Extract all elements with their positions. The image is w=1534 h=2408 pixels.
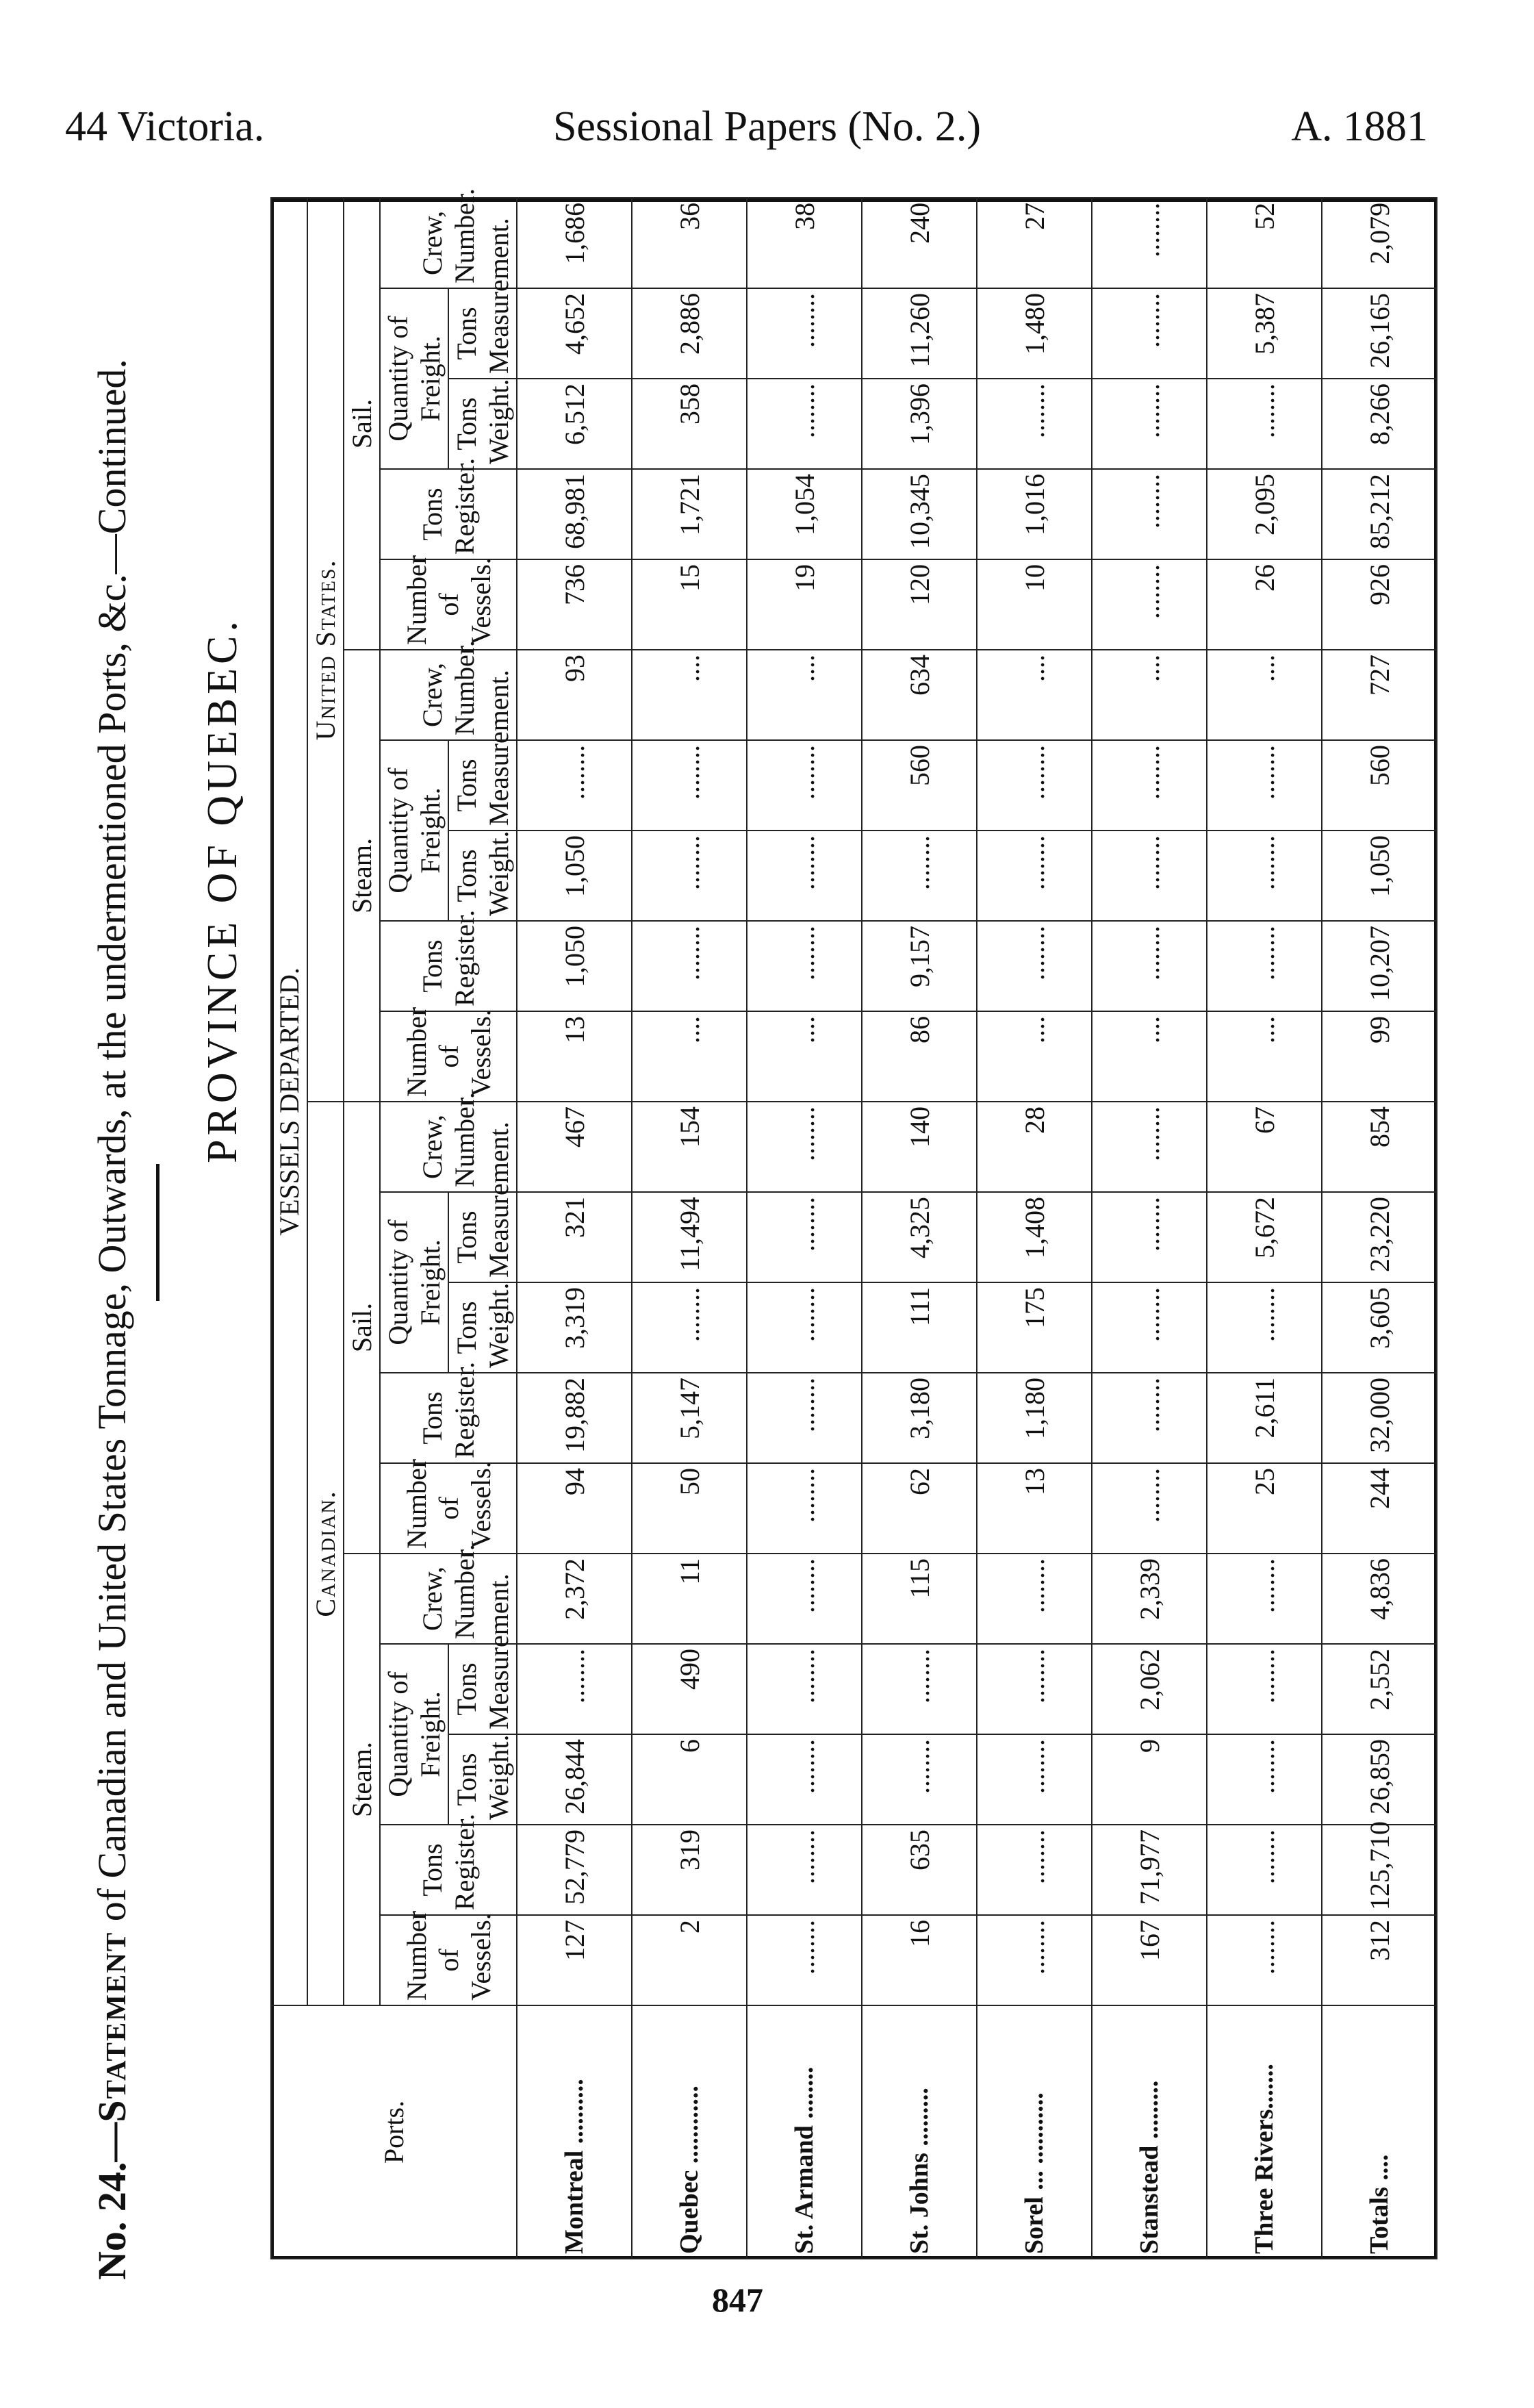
table-cell: ........ — [1207, 1915, 1322, 2005]
totals-cell: 26,165 — [1322, 288, 1437, 379]
table-cell: 1,050 — [517, 921, 632, 1011]
table-cell: 11,260 — [862, 288, 977, 379]
table-row — [632, 198, 747, 2259]
table-cell: 62 — [862, 1463, 977, 1554]
table-cell: 67 — [1207, 1102, 1322, 1192]
table-cell: 736 — [517, 559, 632, 650]
table-cell: 2,339 — [1092, 1554, 1207, 1644]
table-cell: ........ — [977, 379, 1092, 469]
table-cell: ........ — [747, 1825, 862, 1915]
col-measurement-header: Tons Measurement. — [448, 740, 517, 831]
col-crew-header: Crew, Number. — [380, 1554, 517, 1644]
table-cell: 9 — [1092, 1734, 1207, 1825]
table-cell: 19,882 — [517, 1373, 632, 1463]
table-cell: 26 — [1207, 559, 1322, 650]
col-vessels-header: Number of Vessels. — [380, 559, 517, 650]
table-cell: 1,721 — [632, 469, 747, 559]
table-cell: 490 — [632, 1644, 747, 1734]
table-cell: ........ — [747, 288, 862, 379]
port-name: St. Armand ........ — [747, 2005, 862, 2259]
table-cell: 50 — [632, 1463, 747, 1554]
table-cell: ........ — [1092, 1373, 1207, 1463]
table-cell: ........ — [1092, 1463, 1207, 1554]
table-cell: 2,095 — [1207, 469, 1322, 559]
table-cell: ........ — [862, 831, 977, 921]
table-cell: 94 — [517, 1463, 632, 1554]
table-cell: ........ — [632, 1282, 747, 1373]
statement-title — [89, 192, 135, 2280]
statement-number: No. 24.— — [90, 2122, 134, 2280]
totals-cell: 2,552 — [1322, 1644, 1437, 1734]
table-cell: 5,147 — [632, 1373, 747, 1463]
table-cell: 3,180 — [862, 1373, 977, 1463]
table-cell: ........ — [1207, 831, 1322, 921]
table-cell: ........ — [517, 1644, 632, 1734]
table-cell: 13 — [517, 1011, 632, 1102]
table-cell: 6,512 — [517, 379, 632, 469]
quantity-freight-header: Quantity of Freight. — [380, 1644, 448, 1825]
table-cell: 68,981 — [517, 469, 632, 559]
table-cell: 2 — [632, 1915, 747, 2005]
table-cell: ........ — [1207, 379, 1322, 469]
table-cell: ........ — [862, 1644, 977, 1734]
table-cell: 1,396 — [862, 379, 977, 469]
table-cell: 27 — [977, 198, 1092, 288]
table-cell: 319 — [632, 1825, 747, 1915]
table-row — [517, 198, 632, 2259]
table-cell: .... — [1092, 650, 1207, 740]
totals-cell: 10,207 — [1322, 921, 1437, 1011]
canadian-sail-header: Sail. — [344, 1102, 380, 1554]
table-row — [747, 198, 862, 2259]
table-cell: ........ — [862, 1734, 977, 1825]
table-cell: ........ — [1092, 559, 1207, 650]
table-cell: ........ — [747, 1282, 862, 1373]
port-name: Quebec ............ — [632, 2005, 747, 2259]
table-cell: ........ — [1092, 198, 1207, 288]
table-cell: ........ — [747, 1734, 862, 1825]
col-weight-header: Tons Weight. — [448, 1734, 517, 1825]
table-cell: 115 — [862, 1554, 977, 1644]
port-name: Montreal .......... — [517, 2005, 632, 2259]
table-cell: 38 — [747, 198, 862, 288]
table-cell: ........ — [1207, 921, 1322, 1011]
table-cell: 467 — [517, 1102, 632, 1192]
quantity-freight-header: Quantity of Freight. — [380, 740, 448, 921]
table-cell: 2,372 — [517, 1554, 632, 1644]
tonnage-table-wrap — [270, 188, 1437, 2259]
table-cell: ........ — [747, 921, 862, 1011]
table-cell: 2,062 — [1092, 1644, 1207, 1734]
tonnage-table — [270, 188, 1437, 2259]
table-cell: ........ — [1092, 1102, 1207, 1192]
port-name: Three Rivers....... — [1207, 2005, 1322, 2259]
col-weight-header: Tons Weight. — [448, 379, 517, 469]
table-cell: 321 — [517, 1192, 632, 1282]
totals-cell: 1,050 — [1322, 831, 1437, 921]
table-cell: ........ — [1092, 831, 1207, 921]
table-cell: ........ — [1092, 469, 1207, 559]
table-cell: ........ — [1092, 740, 1207, 831]
table-cell: 175 — [977, 1282, 1092, 1373]
totals-row — [1322, 198, 1437, 2259]
table-cell: ........ — [1092, 288, 1207, 379]
totals-cell: 4,836 — [1322, 1554, 1437, 1644]
col-vessels-header: Number of Vessels. — [380, 1011, 517, 1102]
table-cell: ........ — [632, 740, 747, 831]
table-cell: .... — [747, 650, 862, 740]
table-cell: 1,016 — [977, 469, 1092, 559]
table-cell: ........ — [977, 921, 1092, 1011]
table-cell: ........ — [632, 921, 747, 1011]
col-register-header: Tons Register. — [380, 1825, 517, 1915]
canadian-steam-header: Steam. — [344, 1554, 380, 2005]
table-cell: 11 — [632, 1554, 747, 1644]
us-sail-header: Sail. — [344, 198, 380, 650]
table-cell: ........ — [1207, 740, 1322, 831]
totals-cell: 727 — [1322, 650, 1437, 740]
table-cell: 140 — [862, 1102, 977, 1192]
totals-cell: 312 — [1322, 1915, 1437, 2005]
table-cell: ........ — [1092, 1192, 1207, 1282]
table-cell: 4,325 — [862, 1192, 977, 1282]
table-cell: 16 — [862, 1915, 977, 2005]
table-cell: ........ — [977, 1644, 1092, 1734]
table-row — [862, 198, 977, 2259]
table-cell: 11,494 — [632, 1192, 747, 1282]
table-cell: ........ — [747, 831, 862, 921]
ports-header: Ports. — [271, 2005, 517, 2259]
table-cell: 15 — [632, 559, 747, 650]
header-left: 44 Victoria. — [65, 103, 265, 150]
province-heading: PROVINCE OF QUEBEC. — [199, 617, 246, 1163]
united-states-header: United States. — [307, 198, 344, 1102]
table-cell: ........ — [1207, 1644, 1322, 1734]
totals-label: Totals .... — [1322, 2005, 1437, 2259]
table-row — [1092, 198, 1207, 2259]
table-cell: 635 — [862, 1825, 977, 1915]
table-cell: ........ — [747, 1192, 862, 1282]
table-cell: 634 — [862, 650, 977, 740]
totals-cell: 926 — [1322, 559, 1437, 650]
table-cell: 5,672 — [1207, 1192, 1322, 1282]
table-cell: 86 — [862, 1011, 977, 1102]
table-cell: .... — [747, 1011, 862, 1102]
totals-cell: 560 — [1322, 740, 1437, 831]
quantity-freight-header: Quantity of Freight. — [380, 1192, 448, 1373]
totals-cell: 3,605 — [1322, 1282, 1437, 1373]
table-cell: 111 — [862, 1282, 977, 1373]
col-weight-header: Tons Weight. — [448, 831, 517, 921]
table-cell: 36 — [632, 198, 747, 288]
table-cell: ........ — [1207, 1554, 1322, 1644]
table-cell: ........ — [977, 740, 1092, 831]
totals-cell: 8,266 — [1322, 379, 1437, 469]
table-cell: 167 — [1092, 1915, 1207, 2005]
header-center: Sessional Papers (No. 2.) — [552, 103, 982, 150]
table-cell: ........ — [747, 1373, 862, 1463]
totals-cell: 2,079 — [1322, 198, 1437, 288]
table-cell: .... — [1207, 1011, 1322, 1102]
table-cell: ........ — [1207, 1825, 1322, 1915]
table-cell: ........ — [747, 1102, 862, 1192]
table-cell: 127 — [517, 1915, 632, 2005]
table-cell: 1,050 — [517, 831, 632, 921]
table-cell: 1,686 — [517, 198, 632, 288]
table-cell: 1,180 — [977, 1373, 1092, 1463]
totals-cell: 125,710 — [1322, 1825, 1437, 1915]
table-cell: .... — [1207, 650, 1322, 740]
table-cell: 19 — [747, 559, 862, 650]
table-cell: 52 — [1207, 198, 1322, 288]
table-cell: ........ — [747, 1644, 862, 1734]
col-vessels-header: Number of Vessels. — [380, 1463, 517, 1554]
table-cell: 71,977 — [1092, 1825, 1207, 1915]
vessels-departed-header: VESSELS DEPARTED. — [271, 198, 307, 2005]
table-cell: .... — [632, 650, 747, 740]
table-cell: 28 — [977, 1102, 1092, 1192]
table-cell: ........ — [747, 740, 862, 831]
table-cell: 154 — [632, 1102, 747, 1192]
totals-cell: 32,000 — [1322, 1373, 1437, 1463]
table-cell: 9,157 — [862, 921, 977, 1011]
table-cell: 52,779 — [517, 1825, 632, 1915]
totals-cell: 26,859 — [1322, 1734, 1437, 1825]
table-cell: 10,345 — [862, 469, 977, 559]
table-cell: ........ — [1092, 1282, 1207, 1373]
quantity-freight-header: Quantity of Freight. — [380, 288, 448, 469]
table-cell: 5,387 — [1207, 288, 1322, 379]
col-crew-header: Crew, Number. — [380, 198, 517, 288]
col-measurement-header: Tons Measurement. — [448, 288, 517, 379]
table-cell: 6 — [632, 1734, 747, 1825]
table-cell: ........ — [1092, 379, 1207, 469]
table-cell: ........ — [977, 1554, 1092, 1644]
table-cell: 2,886 — [632, 288, 747, 379]
table-cell: 120 — [862, 559, 977, 650]
table-cell: ........ — [1207, 1734, 1322, 1825]
table-cell: 13 — [977, 1463, 1092, 1554]
table-cell: 93 — [517, 650, 632, 740]
table-cell: 1,408 — [977, 1192, 1092, 1282]
header-right: A. 1881 — [1291, 103, 1428, 150]
page-number: 847 — [712, 2281, 763, 2319]
table-cell: ........ — [977, 831, 1092, 921]
table-cell: 560 — [862, 740, 977, 831]
table-cell: ........ — [517, 740, 632, 831]
table-cell: 3,319 — [517, 1282, 632, 1373]
totals-cell: 244 — [1322, 1463, 1437, 1554]
totals-cell: 23,220 — [1322, 1192, 1437, 1282]
table-cell: ........ — [1207, 1282, 1322, 1373]
col-measurement-header: Tons Measurement. — [448, 1644, 517, 1734]
col-crew-header: Crew, Number. — [380, 650, 517, 740]
table-cell: .... — [632, 1011, 747, 1102]
table-cell: ........ — [977, 1915, 1092, 2005]
table-cell: 358 — [632, 379, 747, 469]
totals-cell: 854 — [1322, 1102, 1437, 1192]
table-cell: ........ — [747, 1554, 862, 1644]
canadian-header: Canadian. — [307, 1102, 344, 2005]
table-cell: 10 — [977, 559, 1092, 650]
table-cell: 240 — [862, 198, 977, 288]
port-name: St. Johns ......... — [862, 2005, 977, 2259]
statement-rest: of Canadian and United States Tonnage, Outwards, at the undermentioned Ports, &c.—Continued. — [90, 359, 134, 1931]
table-cell: 1,054 — [747, 469, 862, 559]
statement-lead: Statement — [90, 1931, 134, 2122]
heading-rule — [156, 1164, 159, 1301]
col-weight-header: Tons Weight. — [448, 1282, 517, 1373]
table-row — [1207, 198, 1322, 2259]
port-name: Stanstead ......... — [1092, 2005, 1207, 2259]
table-cell: 1,480 — [977, 288, 1092, 379]
us-steam-header: Steam. — [344, 650, 380, 1102]
col-vessels-header: Number of Vessels. — [380, 1915, 517, 2005]
table-cell: 26,844 — [517, 1734, 632, 1825]
table-cell: .... — [977, 1011, 1092, 1102]
col-measurement-header: Tons Measurement. — [448, 1192, 517, 1282]
col-register-header: Tons Register. — [380, 921, 517, 1011]
table-cell: 2,611 — [1207, 1373, 1322, 1463]
table-row — [977, 198, 1092, 2259]
col-register-header: Tons Register. — [380, 1373, 517, 1463]
table-cell: ........ — [977, 1825, 1092, 1915]
table-cell: .... — [977, 650, 1092, 740]
col-register-header: Tons Register. — [380, 469, 517, 559]
table-cell: ........ — [977, 1734, 1092, 1825]
table-cell: ........ — [1092, 921, 1207, 1011]
table-cell: ........ — [747, 1915, 862, 2005]
totals-cell: 99 — [1322, 1011, 1437, 1102]
totals-cell: 85,212 — [1322, 469, 1437, 559]
col-crew-header: Crew, Number. — [380, 1102, 517, 1192]
table-cell: 4,652 — [517, 288, 632, 379]
table-cell: .... — [1092, 1011, 1207, 1102]
table-cell: ........ — [632, 831, 747, 921]
table-cell: ........ — [747, 1463, 862, 1554]
table-cell: 25 — [1207, 1463, 1322, 1554]
table-cell: ........ — [747, 379, 862, 469]
port-name: Sorel ... ........... — [977, 2005, 1092, 2259]
